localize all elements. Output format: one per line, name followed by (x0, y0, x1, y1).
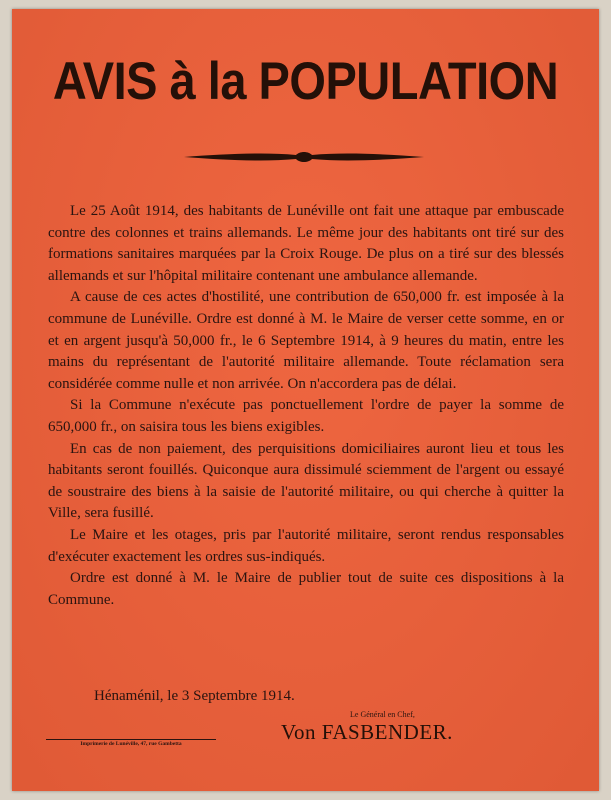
signature-title: Le Général en Chef, (350, 710, 415, 719)
paragraph-searches: En cas de non paiement, des perquisitions domiciliaires auront lieu et tous les habitants seront fouillés. Quiconque aura dissimulé sciemment de l'argent ou essayé de soustraire des biens à la saisie de l'autorité militaire, ou qui cherche à quitter la Ville, sera fusillé. (48, 440, 564, 522)
printer-credit: Imprimerie de Lunéville, 47, rue Gambetta (80, 741, 182, 747)
paragraph-publication: Ordre est donné à M. le Maire de publier tout de suite ces dispositions à la Commune. (48, 570, 564, 608)
notice-body (48, 201, 564, 611)
paragraph-contribution: A cause de ces actes d'hostilité, une contribution de 650,000 fr. est imposée à la commune de Lunéville. Ordre est donné à M. le Maire de verser cette somme, en or et en argent jusqu'à 50,000 fr., le 6 Septembre 1914, à 9 heures du matin, entre les mains du représentant de l'autorité militaire allemande. Toute réclamation sera considérée comme nulle et non arrivée. On n'accordera pas de délai. (48, 289, 564, 392)
paragraph-hostages: Le Maire et les otages, pris par l'autorité militaire, seront rendus responsables d'exécuter exactement les ordres sus-indiqués. (48, 526, 564, 565)
paragraph-seizure: Si la Commune n'exécute pas ponctuellement l'ordre de payer la somme de 650,000 fr., on saisira tous les biens exigibles. (48, 397, 564, 435)
poster (12, 9, 599, 791)
ornament-divider (184, 149, 424, 165)
poster-title: AVIS à la POPULATION (52, 50, 559, 111)
printer-rule (46, 739, 216, 740)
paragraph-attack: Le 25 Août 1914, des habitants de Lunéville ont fait une attaque par embuscade contre des colonnes et trains allemands. Le même jour des habitants ont tiré sur des formations sanitaires marquées par la Croix Rouge. De plus on a tiré sur des blessés allemands et sur l'hôpital militaire contenant une ambulance allemande. (48, 203, 564, 284)
signature: Von FASBENDER. (281, 720, 453, 744)
place-date: Hénaménil, le 3 Septembre 1914. (94, 688, 295, 704)
